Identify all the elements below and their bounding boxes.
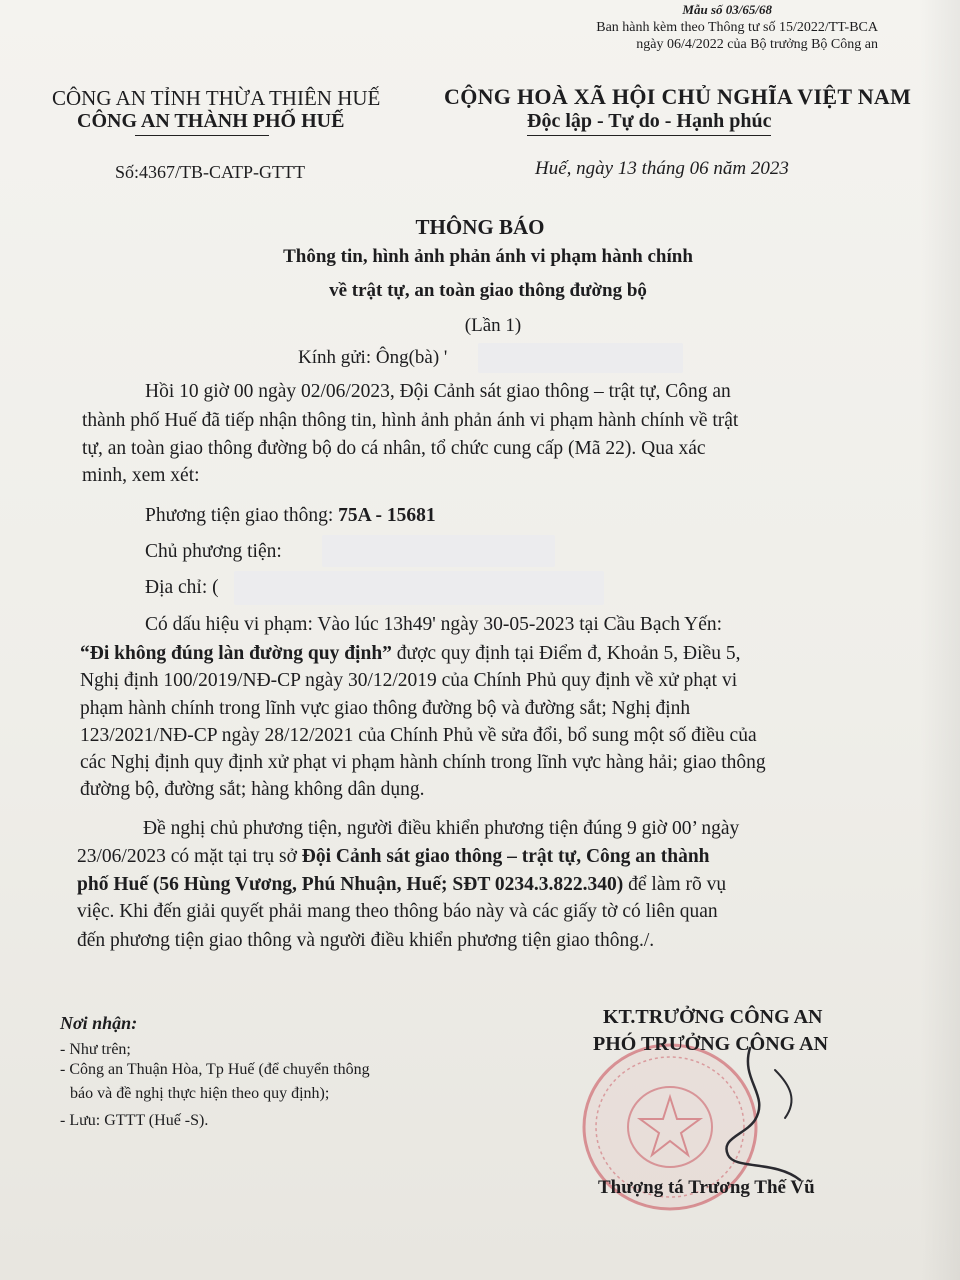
signature-title-line-1: KT.TRƯỞNG CÔNG AN (603, 1006, 823, 1028)
handwritten-signature (680, 1040, 820, 1190)
violation-description: “Đi không đúng làn đường quy định” (80, 643, 392, 664)
request-line: Đề nghị chủ phương tiện, người điều khiển phương tiện đúng 9 giờ 00’ ngày (143, 818, 740, 839)
salutation: Kính gửi: Ông(bà) ' (298, 347, 448, 368)
agency-parent: CÔNG AN TỈNH THỪA THIÊN HUẾ (52, 86, 381, 110)
signer-name: Thượng tá Trương Thế Vũ (598, 1177, 815, 1198)
owner-label: Chủ phương tiện: (145, 541, 282, 562)
violation-line: 123/2021/NĐ-CP ngày 28/12/2021 của Chính Phủ về sửa đổi, bổ sung một số điều của (80, 725, 757, 746)
recipient-item: - Lưu: GTTT (Huế -S). (60, 1112, 209, 1129)
form-number: Mẫu số 03/65/68 (682, 2, 772, 17)
redaction-address (234, 571, 604, 605)
violation-line (80, 643, 740, 665)
vehicle-field (145, 505, 436, 527)
recipient-item: - Công an Thuận Hòa, Tp Huế (để chuyển thông (60, 1061, 370, 1078)
violation-line: Nghị định 100/2019/NĐ-CP ngày 30/12/2019 của Chính Phủ quy định về xử phạt vi (80, 670, 738, 691)
request-line (77, 874, 726, 896)
redaction-owner (322, 535, 555, 567)
agency-name: CÔNG AN THÀNH PHỐ HUẾ (77, 110, 345, 132)
nation-title: CỘNG HOÀ XÃ HỘI CHỦ NGHĨA VIỆT NAM (444, 84, 912, 109)
document-subtitle-line-1: Thông tin, hình ảnh phản ánh vi phạm hành chính (283, 246, 693, 267)
request-line: đến phương tiện giao thông và người điều khiển phương tiện giao thông./. (77, 930, 655, 951)
recipient-item-continued: báo và đề nghị thực hiện theo quy định); (70, 1085, 330, 1102)
violation-line: các Nghị định quy định xử phạt vi phạm hành chính trong lĩnh vực hàng hải; giao thông (80, 752, 766, 773)
violation-line-text: được quy định tại Điểm đ, Khoản 5, Điều 5, (391, 643, 741, 664)
violation-line: phạm hành chính trong lĩnh vực giao thông đường bộ và đường sắt; Nghị định (80, 698, 691, 719)
violation-line: đường bộ, đường sắt; hàng không dân dụng. (80, 779, 425, 800)
paper-shadow (920, 0, 960, 1280)
request-line: việc. Khi đến giải quyết phải mang theo thông báo này và các giấy tờ có liên quan (77, 901, 718, 922)
signature-title-line-2: PHÓ TRƯỞNG CÔNG AN (593, 1033, 829, 1055)
owner-field (145, 541, 282, 563)
request-line-text: 23/06/2023 có mặt tại trụ sở (77, 846, 302, 867)
vehicle-label: Phương tiện giao thông: (145, 505, 339, 526)
redaction-recipient-name (478, 343, 683, 373)
document-number: Số:4367/TB-CATP-GTTT (115, 162, 306, 182)
request-line-text: để làm rõ vụ (623, 874, 727, 895)
office-name: Đội Cảnh sát giao thông – trật tự, Công an thành (301, 846, 710, 867)
paragraph-1-line: thành phố Huế đã tiếp nhận thông tin, hình ảnh phản ánh vi phạm hành chính về trật (82, 410, 739, 431)
paragraph-1-line: Hồi 10 giờ 00 ngày 02/06/2023, Đội Cảnh sát giao thông – trật tự, Công an (145, 381, 731, 402)
office-address: phố Huế (56 Hùng Vương, Phú Nhuận, Huế; SĐT 0234.3.822.340) (77, 874, 624, 895)
address-label: Địa chỉ: ( (145, 577, 219, 598)
document-subtitle-line-2: về trật tự, an toàn giao thông đường bộ (329, 280, 647, 301)
document-title: THÔNG BÁO (415, 215, 545, 239)
national-motto: Độc lập - Tự do - Hạnh phúc (527, 110, 772, 132)
issued-by-line-1: Ban hành kèm theo Thông tư số 15/2022/TT-BCA (596, 20, 878, 35)
vehicle-plate: 75A - 15681 (338, 505, 436, 526)
violation-line: Có dấu hiệu vi phạm: Vào lúc 13h49' ngày 30-05-2023 tại Cầu Bạch Yến: (145, 614, 723, 635)
place-date: Huế, ngày 13 tháng 06 năm 2023 (535, 158, 789, 179)
issued-by-line-2: ngày 06/4/2022 của Bộ trưởng Bộ Công an (636, 37, 878, 52)
issue-number: (Lần 1) (464, 315, 522, 336)
address-field (145, 577, 219, 599)
paragraph-1-line: minh, xem xét: (82, 465, 200, 486)
request-line (77, 846, 710, 868)
recipients-title: Nơi nhận: (60, 1013, 138, 1033)
paragraph-1-line: tự, an toàn giao thông đường bộ do cá nhân, tổ chức cung cấp (Mã 22). Qua xác (82, 438, 706, 459)
recipient-item: - Như trên; (60, 1041, 131, 1058)
